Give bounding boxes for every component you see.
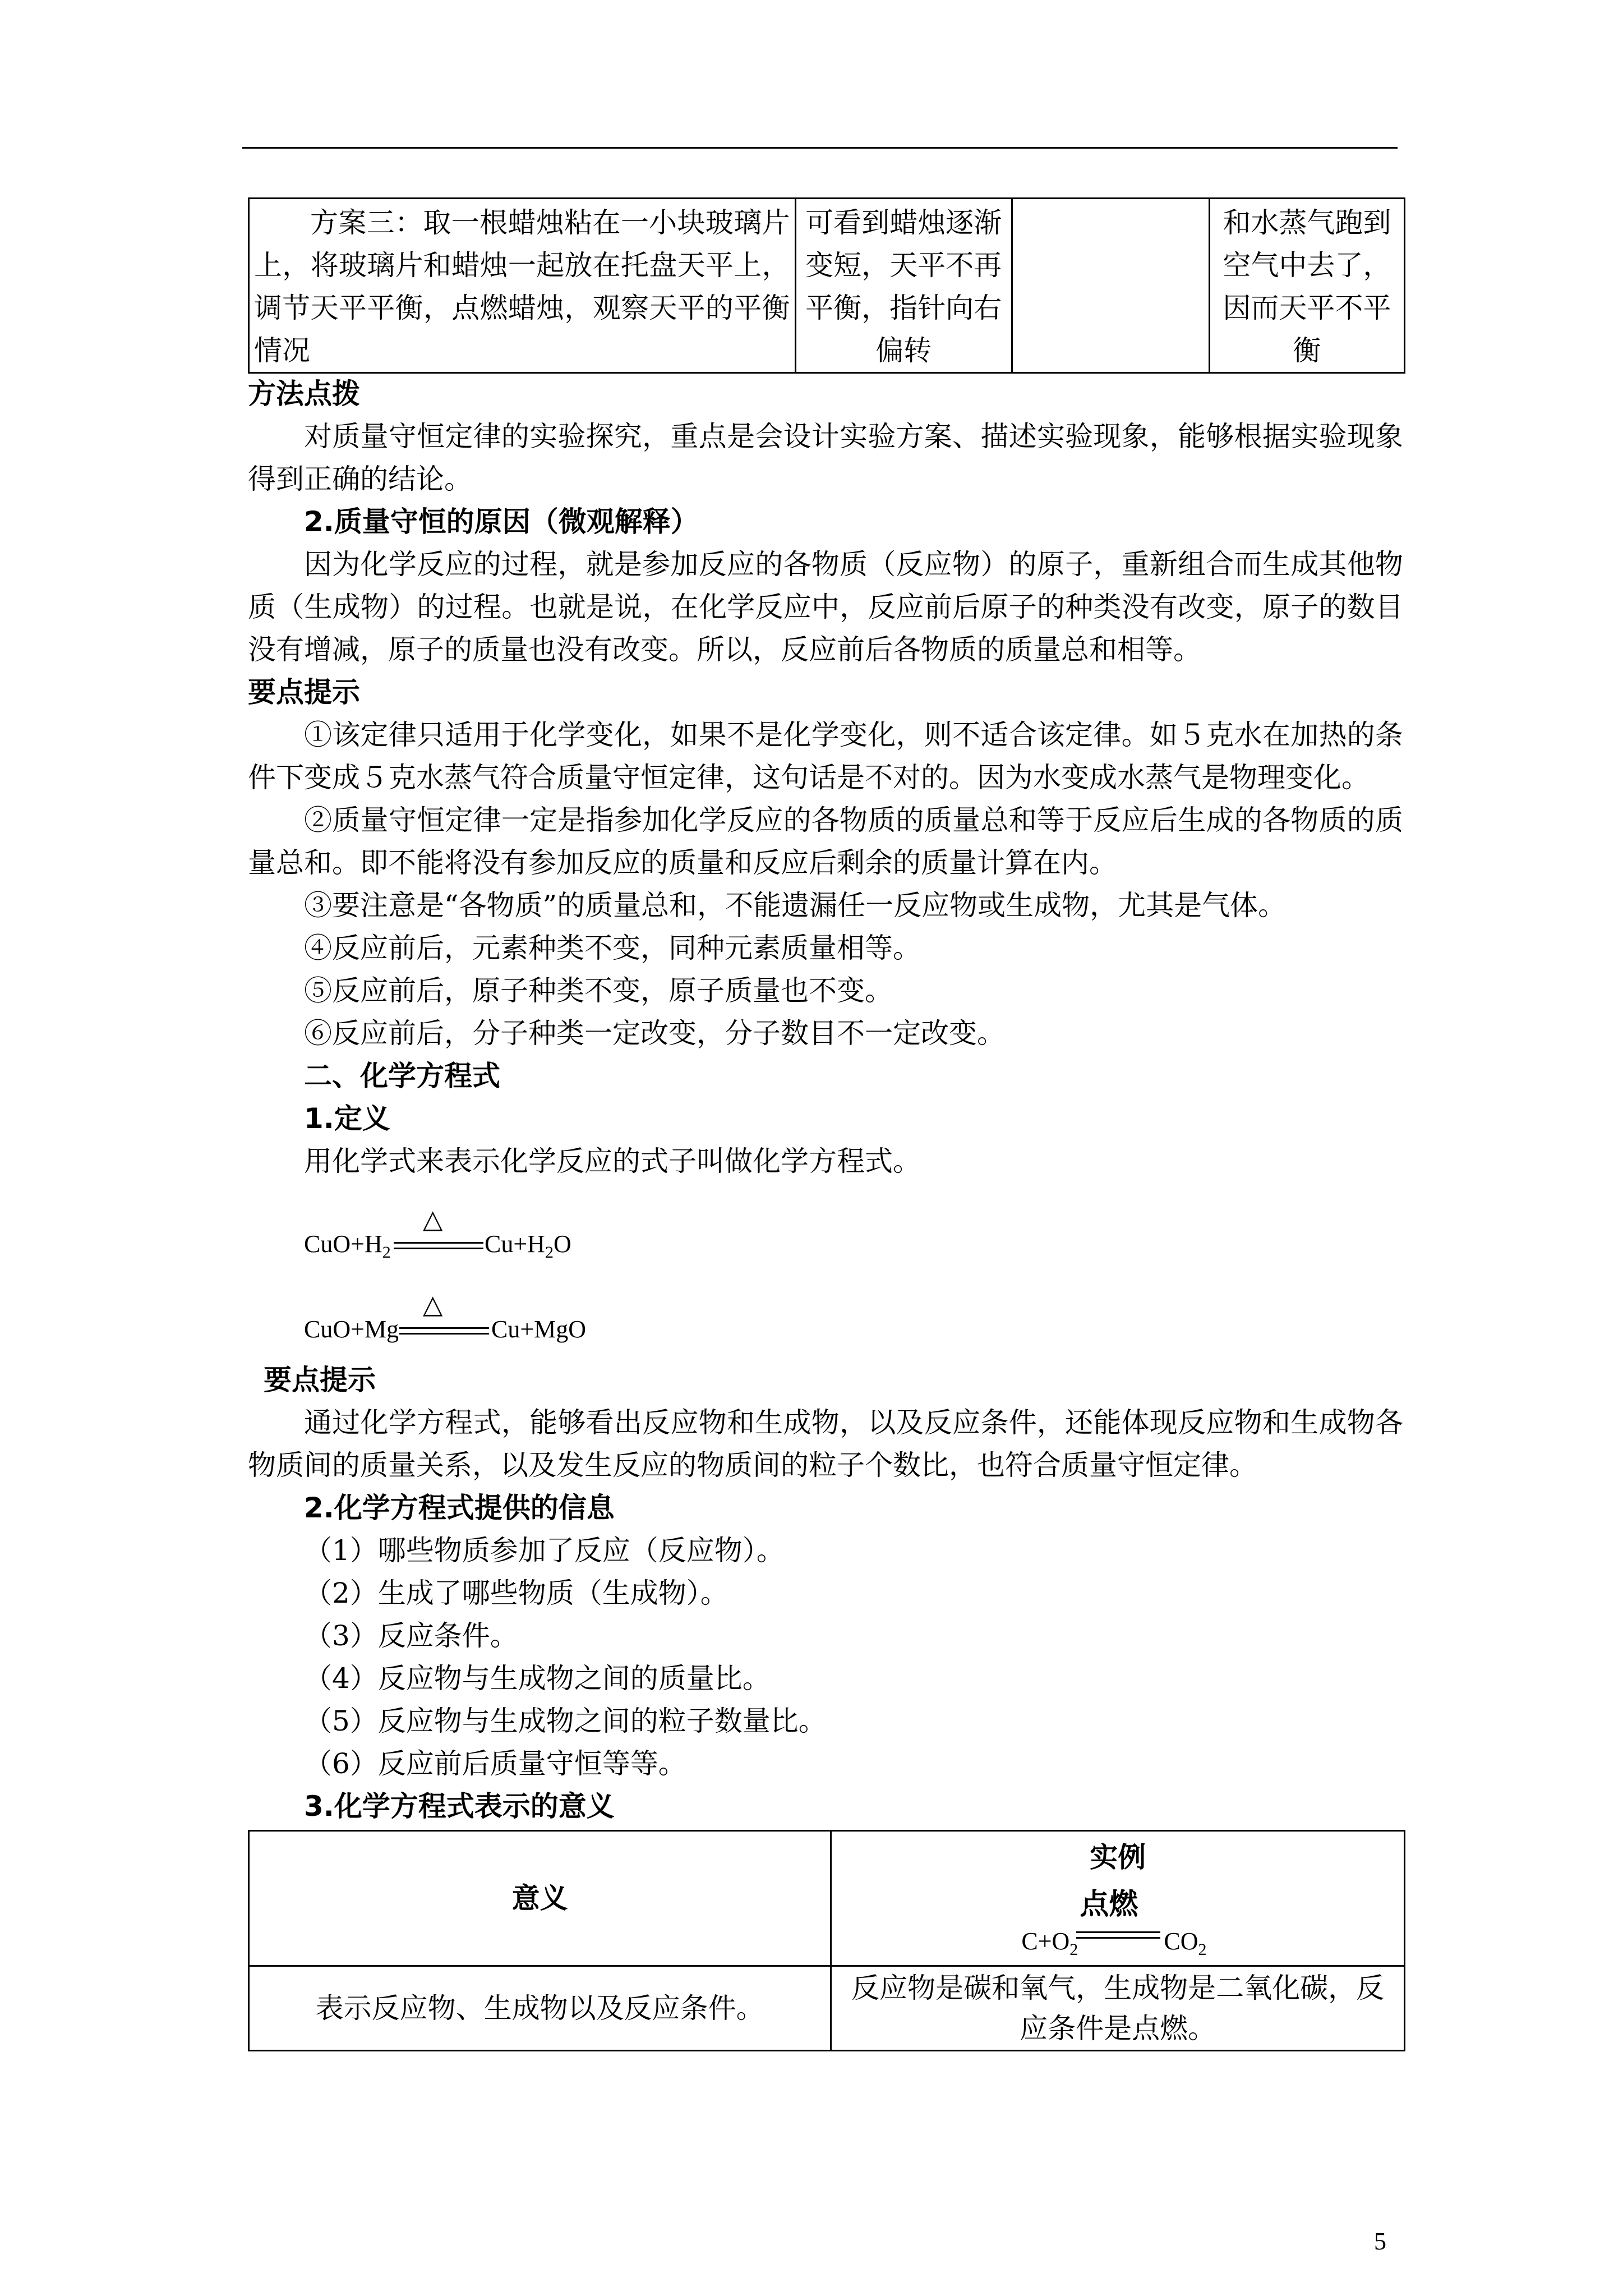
equation-section-title: 二、化学方程式	[304, 1060, 500, 1092]
section-method	[248, 372, 1403, 1182]
eq2-reactants: CuO+Mg	[304, 1315, 399, 1343]
tips2-text: 通过化学方程式，能够看出反应物和生成物，以及反应条件，还能体现反应物和生成物各物质间的质量关系，以及发生反应的物质间的粒子个数比，也符合质量守恒定律。	[248, 1406, 1403, 1481]
tip-item: ①该定律只适用于化学变化，如果不是化学变化，则不适合该定律。如５克水在加热的条件下变成５克水蒸气符合质量守恒定律，这句话是不对的。因为水变成水蒸气是物理变化。	[248, 719, 1403, 794]
table-row	[249, 1831, 1405, 1966]
equation-bar	[394, 1248, 483, 1249]
equation-2	[304, 1290, 618, 1352]
tip-item: ⑥反应前后，分子种类一定改变，分子数目不一定改变。	[304, 1017, 1005, 1050]
meaning-cell: 表示反应物、生成物以及反应条件。	[249, 1966, 831, 2051]
equation-1	[304, 1204, 618, 1269]
info-item: （1）哪些物质参加了反应（反应物）。	[304, 1534, 785, 1567]
header-example	[831, 1831, 1405, 1966]
header-meaning: 意义	[249, 1831, 831, 1966]
info-item: （4）反应物与生成物之间的质量比。	[304, 1662, 771, 1695]
tips2-title: 要点提示	[264, 1364, 376, 1396]
experiment-phenomenon-cell: 可看到蜡烛逐渐变短，天平不再平衡，指针向右偏转	[795, 199, 1012, 373]
definition-title: 1.定义	[304, 1102, 390, 1135]
info-item: （3）反应条件。	[304, 1619, 518, 1652]
eq2-products: Cu+MgO	[491, 1315, 587, 1343]
reason-text: 因为化学反应的过程，就是参加反应的各物质（反应物）的原子，重新组合而生成其他物质（生成物）的过程。也就是说，在化学反应中，反应前后原子的种类没有改变，原子的数目没有增减，原子的质量也没有改变。所以，反应前后各物质的质量总和相等。	[248, 548, 1403, 666]
heating-condition: △	[423, 1289, 443, 1319]
example-products: $CO_2$	[1164, 1927, 1207, 1959]
method-title: 方法点拨	[248, 378, 360, 410]
table-row	[249, 1966, 1405, 2051]
heating-condition: △	[423, 1204, 443, 1234]
equation-bar	[1076, 1937, 1160, 1939]
definition-text: 用化学式来表示化学反应的式子叫做化学方程式。	[304, 1145, 921, 1177]
ignite-condition: 点燃	[1080, 1888, 1138, 1921]
tip-item: ③要注意是“各物质”的质量总和，不能遗漏任一反应物或生成物，尤其是气体。	[304, 889, 1287, 922]
tips-title: 要点提示	[248, 676, 360, 708]
meaning-table	[248, 1830, 1405, 2051]
equation-bar	[399, 1327, 489, 1329]
method-text: 对质量守恒定律的实验探究，重点是会设计实验方案、描述实验现象，能够根据实验现象得到正确的结论。	[248, 420, 1403, 495]
header-example-label: 实例	[1090, 1841, 1146, 1874]
eq1-reactants: $CuO+H_2$	[304, 1230, 391, 1262]
empty-cell	[1012, 199, 1209, 373]
header-rule	[242, 147, 1398, 149]
example-cell: 反应物是碳和氧气，生成物是二氧化碳，反应条件是点燃。	[831, 1966, 1405, 2051]
info-item: （6）反应前后质量守恒等等。	[304, 1747, 686, 1780]
tip-item: ④反应前后，元素种类不变，同种元素质量相等。	[304, 932, 921, 964]
experiment-conclusion-cell: 和水蒸气跑到空气中去了，因而天平不平衡	[1209, 199, 1404, 373]
info-title: 2.化学方程式提供的信息	[304, 1492, 615, 1524]
example-reactants: $C+O_2$	[1021, 1927, 1078, 1959]
info-item: （2）生成了哪些物质（生成物）。	[304, 1577, 728, 1609]
equation-bar	[394, 1242, 483, 1244]
example-equation	[1021, 1882, 1246, 1959]
equation-bar	[399, 1333, 489, 1335]
meaning-title: 3.化学方程式表示的意义	[304, 1790, 615, 1823]
equation-bar	[1076, 1931, 1160, 1933]
tip-item: ②质量守恒定律一定是指参加化学反应的各物质的质量总和等于反应后生成的各物质的质量总和。即不能将没有参加反应的质量和反应后剩余的质量计算在内。	[248, 804, 1403, 879]
reason-title: 2.质量守恒的原因（微观解释）	[304, 505, 699, 538]
experiment-table	[248, 197, 1405, 374]
table-row	[249, 199, 1405, 373]
page-number: 5	[1374, 2228, 1386, 2255]
experiment-plan-cell: 方案三：取一根蜡烛粘在一小块玻璃片上，将玻璃片和蜡烛一起放在托盘天平上，调节天平平衡，点燃蜡烛，观察天平的平衡情况	[249, 199, 796, 373]
section-info	[248, 1359, 1403, 1828]
info-item: （5）反应物与生成物之间的粒子数量比。	[304, 1705, 827, 1737]
eq1-products: $Cu+H_2O$	[485, 1230, 571, 1262]
tip-item: ⑤反应前后，原子种类不变，原子质量也不变。	[304, 974, 893, 1007]
